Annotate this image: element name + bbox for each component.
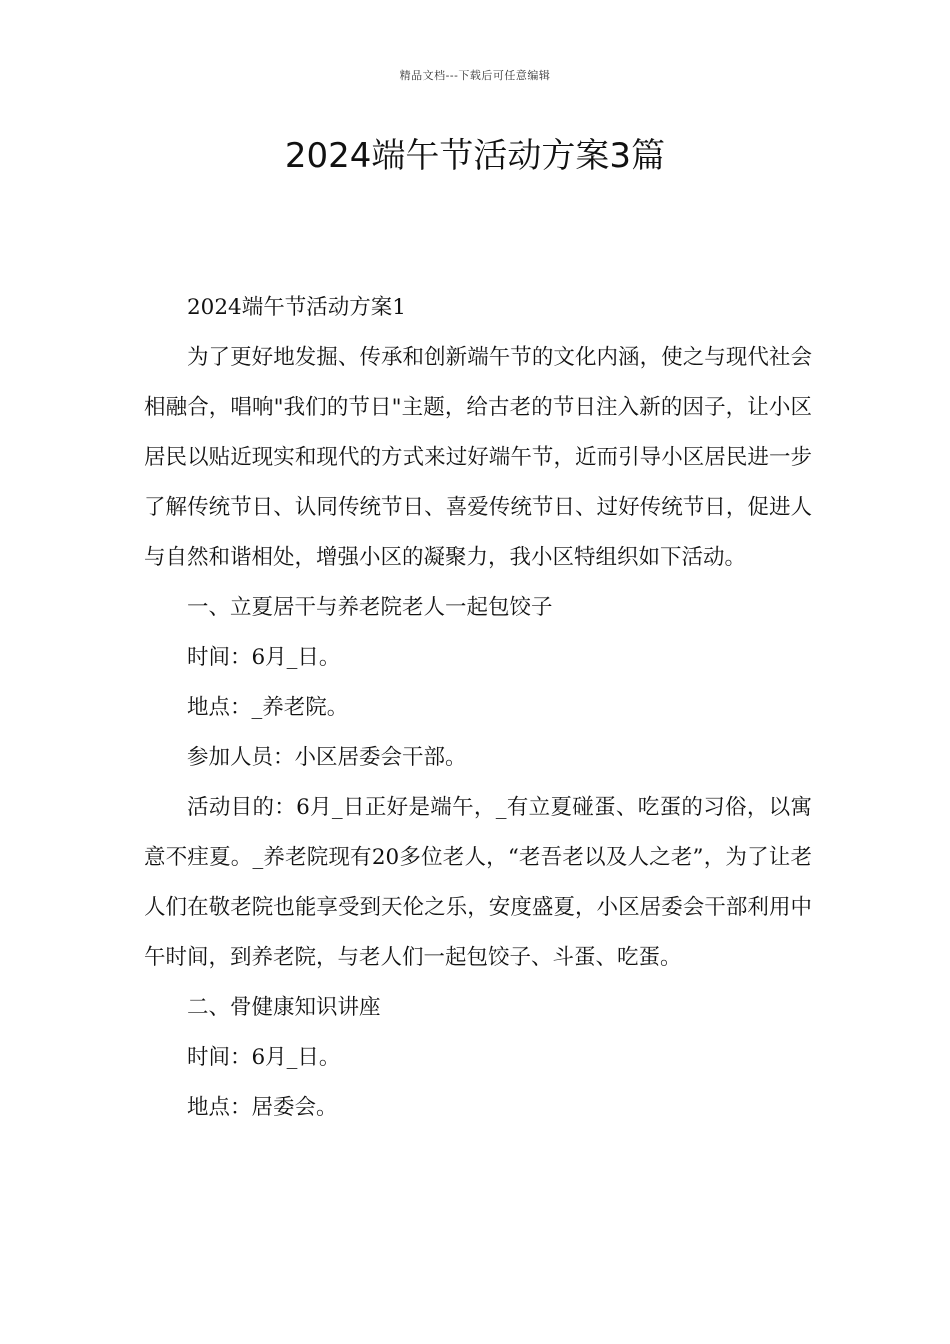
- activity-location: 地点：居委会。: [187, 1095, 338, 1120]
- section-heading: 2024端午节活动方案1: [187, 295, 406, 320]
- document-title: 2024端午节活动方案3篇: [284, 136, 666, 176]
- intro-paragraph: 为了更好地发掘、传承和创新端午节的文化内涵，使之与现代社会相融合，唱响"我们的节日"主题，给古老的节日注入新的因子，让小区居民以贴近现实和现代的方式来过好端午节，近而引导小区居民进一步了解传统节日、认同传统节日、喜爱传统节日、过好传统节日，促进人与自然和谐相处，增强小区的凝聚力，我小区特组织如下活动。: [144, 345, 812, 570]
- activity-heading: 二、骨健康知识讲座: [187, 995, 381, 1020]
- activity-participants: 参加人员：小区居委会干部。: [187, 745, 467, 770]
- activity-time: 时间：6月_日。: [187, 1045, 341, 1070]
- document-body: [144, 283, 812, 1133]
- activity-location: 地点：_养老院。: [187, 695, 349, 720]
- header-note: 精品文档---下载后可任意编辑: [399, 69, 551, 82]
- activity-time: 时间：6月_日。: [187, 645, 341, 670]
- activity-heading: 一、立夏居干与养老院老人一起包饺子: [187, 595, 553, 620]
- activity-purpose: 活动目的：6月_日正好是端午，_有立夏碰蛋、吃蛋的习俗，以寓意不疰夏。_养老院现有20多位老人，“老吾老以及人之老”，为了让老人们在敬老院也能享受到天伦之乐，安度盛夏，小区居委会干部利用中午时间，到养老院，与老人们一起包饺子、斗蛋、吃蛋。: [144, 795, 812, 970]
